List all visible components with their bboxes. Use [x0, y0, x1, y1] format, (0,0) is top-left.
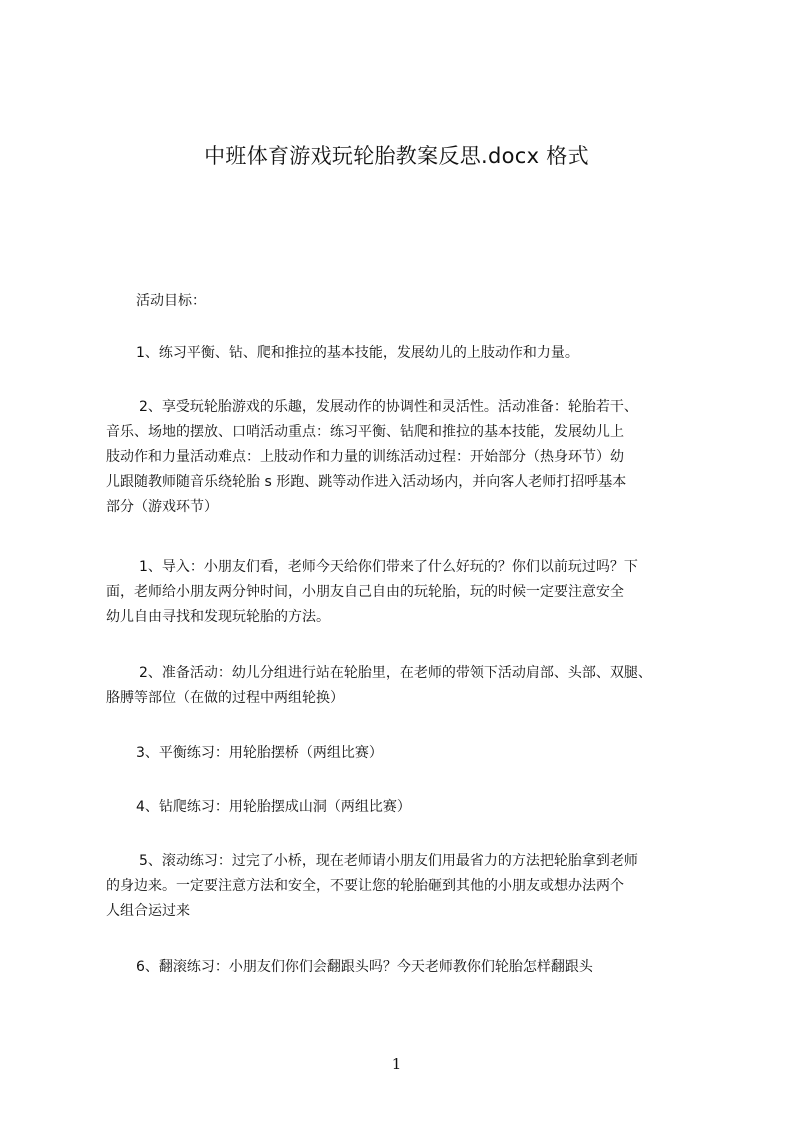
paragraph-step-4-crawl — [136, 795, 411, 820]
text-line: 胳膊等部位（在做的过程中两组轮换） — [106, 690, 344, 706]
paragraph-step-3-balance — [136, 741, 383, 766]
text-line: 活动目标： — [136, 293, 206, 309]
text-line: 音乐、场地的摆放、口哨活动重点：练习平衡、钻爬和推拉的基本技能，发展幼儿上 — [106, 424, 624, 440]
text-line: 1、导入：小朋友们看，老师今天给你们带来了什么好玩的？你们以前玩过吗？下 — [139, 559, 638, 575]
paragraph-step-6-flip — [136, 955, 593, 980]
text-line: 1、练习平衡、钻、爬和推拉的基本技能，发展幼儿的上肢动作和力量。 — [136, 345, 579, 361]
text-line: 肢动作和力量活动难点：上肢动作和力量的训练活动过程：开始部分（热身环节）幼 — [106, 449, 624, 465]
paragraph-objective-1 — [136, 341, 579, 366]
paragraph-step-2-warmup — [106, 661, 652, 711]
text-line: 的身边来。一定要注意方法和安全，不要让您的轮胎砸到其他的小朋友或想办法两个 — [106, 878, 624, 894]
paragraph-objective-2 — [106, 395, 638, 520]
text-line: 幼儿自由寻找和发现玩轮胎的方法。 — [106, 609, 330, 625]
text-line: 面，老师给小朋友两分钟时间，小朋友自己自由的玩轮胎，玩的时候一定要注意安全 — [106, 584, 624, 600]
paragraph-step-1-intro — [106, 555, 638, 630]
text-line: 3、平衡练习：用轮胎摆桥（两组比赛） — [136, 745, 383, 761]
text-line: 部分（游戏环节） — [106, 499, 218, 515]
text-line: 4、钻爬练习：用轮胎摆成山洞（两组比赛） — [136, 799, 411, 815]
text-line: 儿跟随教师随音乐绕轮胎 s 形跑、跳等动作进入活动场内，并向客人老师打招呼基本 — [106, 474, 627, 490]
paragraph-step-5-roll — [106, 849, 638, 924]
text-line: 2、准备活动：幼儿分组进行站在轮胎里，在老师的带领下活动肩部、头部、双腿、 — [139, 665, 652, 681]
page-number: 1 — [391, 1055, 402, 1073]
paragraph-objectives-heading — [136, 289, 206, 314]
text-line: 6、翻滚练习：小朋友们你们会翻跟头吗？今天老师教你们轮胎怎样翻跟头 — [136, 959, 593, 975]
text-line: 2、享受玩轮胎游戏的乐趣，发展动作的协调性和灵活性。活动准备：轮胎若干、 — [139, 399, 638, 415]
text-line: 5、滚动练习：过完了小桥，现在老师请小朋友们用最省力的方法把轮胎拿到老师 — [139, 853, 638, 869]
document-title: 中班体育游戏玩轮胎教案反思.docx 格式 — [204, 144, 589, 168]
text-line: 人组合运过来 — [106, 903, 190, 919]
